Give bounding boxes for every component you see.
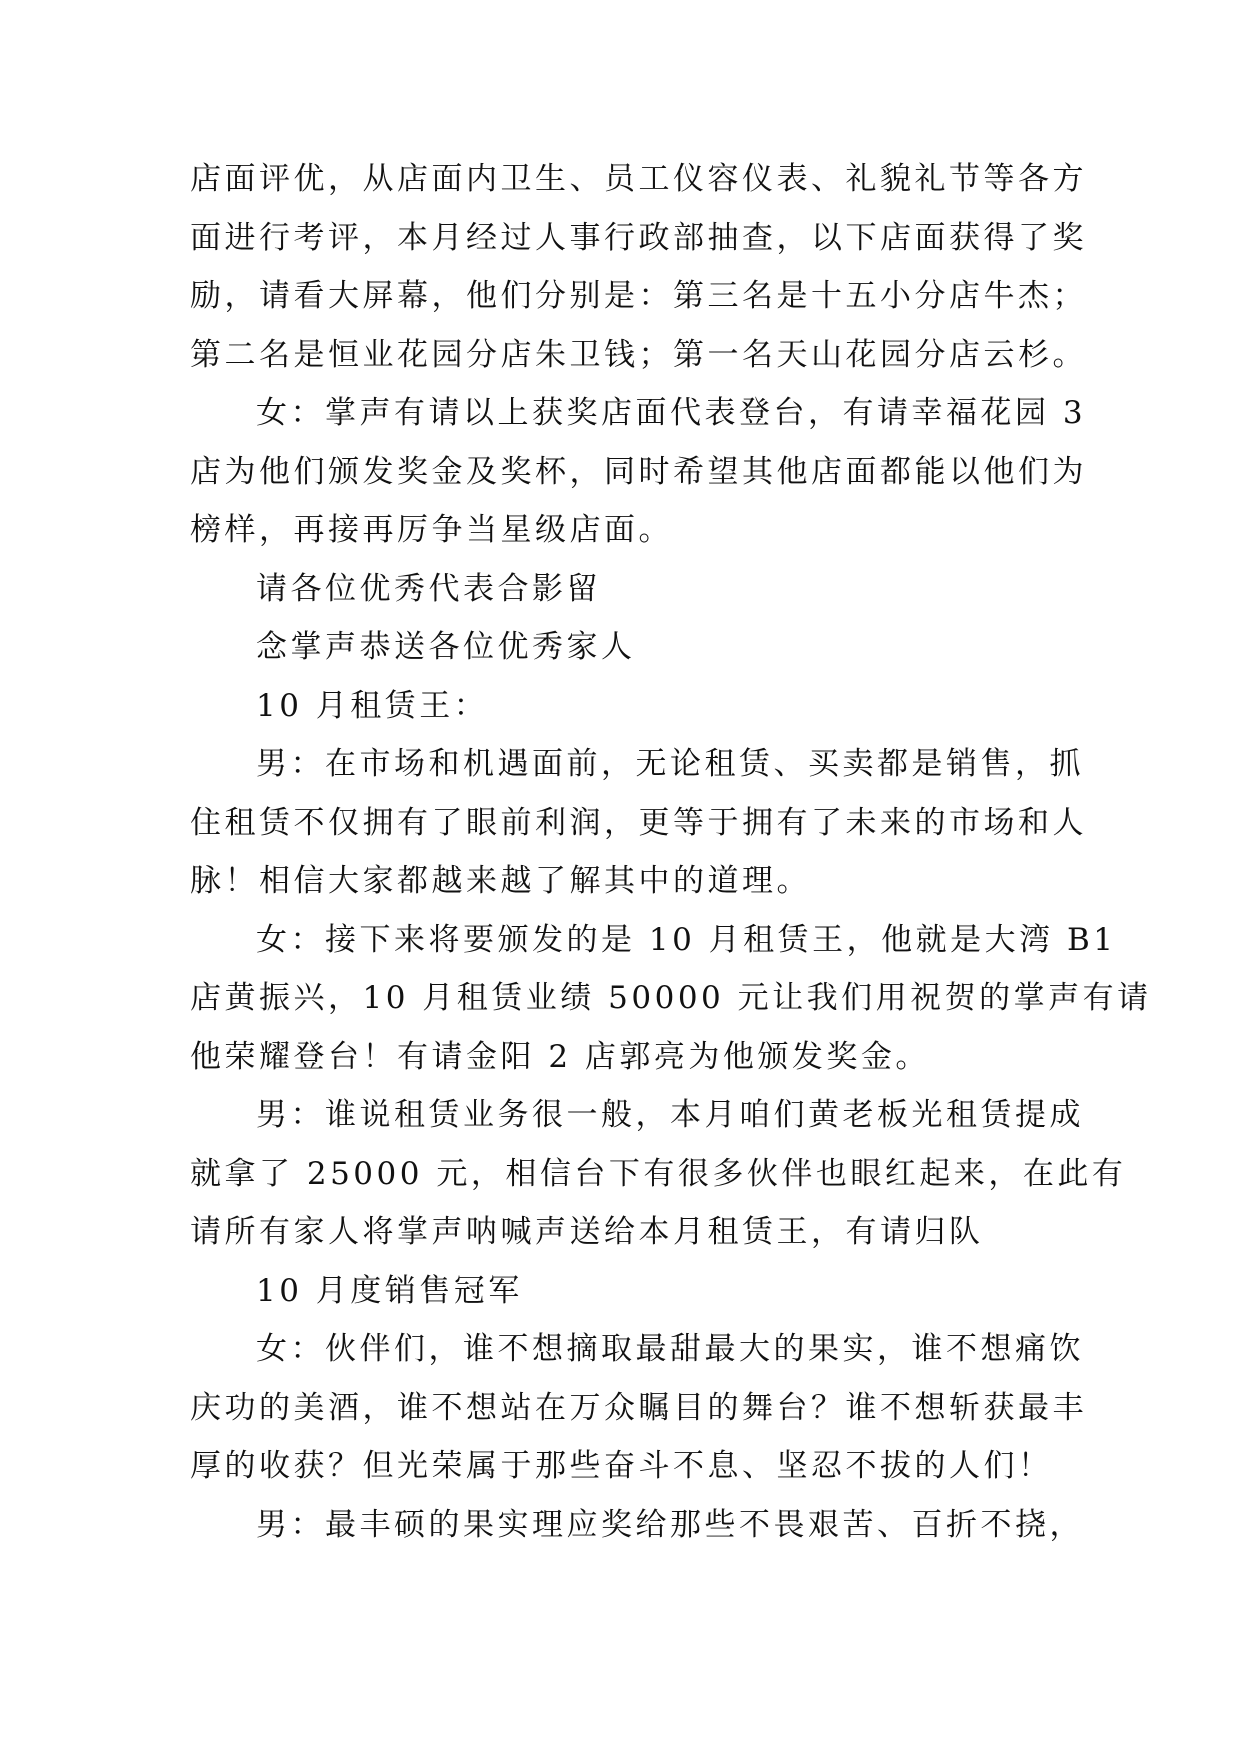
- text-line: 请各位优秀代表合影留: [256, 570, 601, 607]
- text-line: 女：伙伴们，谁不想摘取最甜最大的果实，谁不想痛饮: [256, 1331, 1084, 1367]
- text-line: 脉！相信大家都越来越了解其中的道理。: [190, 863, 811, 899]
- section-heading: 10 月租赁王：: [256, 687, 489, 724]
- text-line: 女：接下来将要颁发的是 10 月租赁王，他就是大湾 B1: [256, 921, 1117, 958]
- text-line: 庆功的美酒，谁不想站在万众瞩目的舞台？谁不想斩获最丰: [190, 1389, 1087, 1426]
- text-line: 他荣耀登台！有请金阳 2 店郭亮为他颁发奖金。: [190, 1038, 930, 1075]
- text-line: 励，请看大屏幕，他们分别是：第三名是十五小分店牛杰；: [190, 278, 1087, 314]
- text-line: 第二名是恒业花园分店朱卫钱；第一名天山花园分店云杉。: [190, 336, 1087, 373]
- document-body: [190, 150, 1152, 1554]
- text-line: 榜样，再接再厉争当星级店面。: [190, 512, 673, 548]
- text-line: 男：谁说租赁业务很一般，本月咱们黄老板光租赁提成: [256, 1097, 1084, 1133]
- text-line: 念掌声恭送各位优秀家人: [256, 629, 636, 665]
- text-line: 店为他们颁发奖金及奖杯，同时希望其他店面都能以他们为: [190, 453, 1087, 490]
- text-line: 店黄振兴，10 月租赁业绩 50000 元让我们用祝贺的掌声有请: [190, 980, 1152, 1016]
- text-line: 女：掌声有请以上获奖店面代表登台，有请幸福花园 3: [256, 395, 1087, 431]
- section-heading: 10 月度销售冠军: [256, 1272, 523, 1309]
- text-line: 厚的收获？但光荣属于那些奋斗不息、坚忍不拔的人们！: [190, 1448, 1053, 1484]
- text-line: 就拿了 25000 元，相信台下有很多伙伴也眼红起来，在此有: [190, 1155, 1127, 1192]
- text-line: 面进行考评，本月经过人事行政部抽查，以下店面获得了奖: [190, 219, 1087, 256]
- text-line: 男：在市场和机遇面前，无论租赁、买卖都是销售，抓: [256, 746, 1084, 782]
- text-line: 请所有家人将掌声呐喊声送给本月租赁王，有请归队: [190, 1214, 984, 1250]
- text-line: 男：最丰硕的果实理应奖给那些不畏艰苦、百折不挠，: [256, 1506, 1084, 1543]
- text-line: 住租赁不仅拥有了眼前利润，更等于拥有了未来的市场和人: [190, 804, 1087, 841]
- text-line: 店面评优，从店面内卫生、员工仪容仪表、礼貌礼节等各方: [190, 161, 1087, 197]
